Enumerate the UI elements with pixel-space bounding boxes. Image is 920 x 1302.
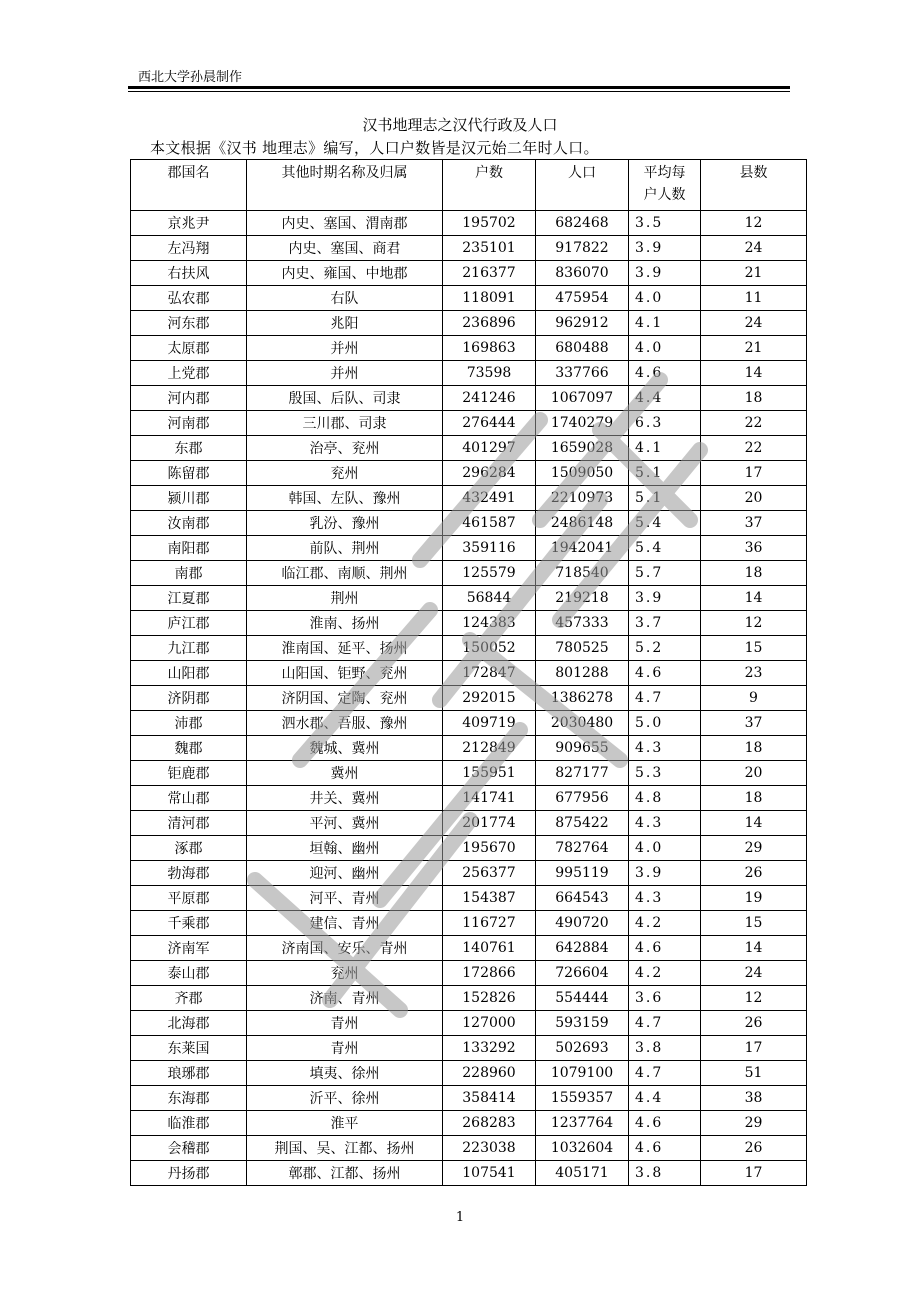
cell-population: 642884 — [536, 936, 629, 961]
cell-population: 502693 — [536, 1036, 629, 1061]
cell-households: 195702 — [443, 211, 536, 236]
cell-avg-per-household: 5.4 — [629, 511, 701, 536]
cell-commandery: 山阳郡 — [131, 661, 247, 686]
cell-households: 223038 — [443, 1136, 536, 1161]
cell-commandery: 清河郡 — [131, 811, 247, 836]
cell-other-names: 井关、冀州 — [247, 786, 443, 811]
cell-other-names: 济南国、安乐、青州 — [247, 936, 443, 961]
cell-avg-per-household: 5.0 — [629, 711, 701, 736]
cell-households: 401297 — [443, 436, 536, 461]
table-row — [131, 561, 807, 586]
cell-population: 682468 — [536, 211, 629, 236]
cell-population: 1237764 — [536, 1111, 629, 1136]
cell-other-names: 荆国、吴、江都、扬州 — [247, 1136, 443, 1161]
cell-population: 2210973 — [536, 486, 629, 511]
cell-households: 172847 — [443, 661, 536, 686]
cell-households: 124383 — [443, 611, 536, 636]
cell-other-names: 青州 — [247, 1011, 443, 1036]
cell-county-count: 15 — [701, 636, 807, 661]
cell-county-count: 14 — [701, 811, 807, 836]
cell-commandery: 北海郡 — [131, 1011, 247, 1036]
cell-population: 677956 — [536, 786, 629, 811]
cell-county-count: 37 — [701, 711, 807, 736]
table-row — [131, 686, 807, 711]
cell-county-count: 26 — [701, 1136, 807, 1161]
header-avg-per-household — [629, 160, 701, 211]
cell-households: 140761 — [443, 936, 536, 961]
table-row — [131, 836, 807, 861]
table-row — [131, 211, 807, 236]
cell-population: 554444 — [536, 986, 629, 1011]
table-row — [131, 1036, 807, 1061]
table-row — [131, 1011, 807, 1036]
cell-county-count: 26 — [701, 1011, 807, 1036]
cell-households: 133292 — [443, 1036, 536, 1061]
cell-households: 228960 — [443, 1061, 536, 1086]
table-row — [131, 811, 807, 836]
cell-county-count: 24 — [701, 961, 807, 986]
cell-population: 917822 — [536, 236, 629, 261]
cell-population: 2030480 — [536, 711, 629, 736]
cell-commandery: 平原郡 — [131, 886, 247, 911]
cell-population: 490720 — [536, 911, 629, 936]
cell-avg-per-household: 5.1 — [629, 486, 701, 511]
table-row — [131, 1061, 807, 1086]
cell-households: 127000 — [443, 1011, 536, 1036]
cell-population: 1559357 — [536, 1086, 629, 1111]
cell-county-count: 9 — [701, 686, 807, 711]
cell-households: 276444 — [443, 411, 536, 436]
table-row — [131, 986, 807, 1011]
table-row — [131, 886, 807, 911]
table-row — [131, 711, 807, 736]
cell-avg-per-household: 3.6 — [629, 986, 701, 1011]
cell-other-names: 垣翰、幽州 — [247, 836, 443, 861]
cell-avg-per-household: 4.0 — [629, 836, 701, 861]
table-row — [131, 486, 807, 511]
cell-households: 169863 — [443, 336, 536, 361]
cell-commandery: 东莱国 — [131, 1036, 247, 1061]
cell-county-count: 14 — [701, 936, 807, 961]
table-row — [131, 961, 807, 986]
cell-commandery: 九江郡 — [131, 636, 247, 661]
cell-county-count: 18 — [701, 561, 807, 586]
table-row — [131, 611, 807, 636]
cell-avg-per-household: 6.3 — [629, 411, 701, 436]
cell-other-names: 三川郡、司隶 — [247, 411, 443, 436]
cell-county-count: 24 — [701, 236, 807, 261]
cell-avg-per-household: 5.7 — [629, 561, 701, 586]
cell-avg-per-household: 4.2 — [629, 911, 701, 936]
cell-avg-per-household: 4.3 — [629, 886, 701, 911]
cell-avg-per-household: 3.7 — [629, 611, 701, 636]
table-row — [131, 261, 807, 286]
cell-commandery: 常山郡 — [131, 786, 247, 811]
cell-population: 457333 — [536, 611, 629, 636]
cell-households: 268283 — [443, 1111, 536, 1136]
cell-other-names: 山阳国、钜野、兖州 — [247, 661, 443, 686]
cell-commandery: 魏郡 — [131, 736, 247, 761]
cell-population: 836070 — [536, 261, 629, 286]
cell-avg-per-household: 3.9 — [629, 236, 701, 261]
cell-commandery: 右扶风 — [131, 261, 247, 286]
cell-county-count: 14 — [701, 361, 807, 386]
cell-avg-per-household: 3.9 — [629, 586, 701, 611]
cell-avg-per-household: 5.4 — [629, 536, 701, 561]
cell-other-names: 并州 — [247, 361, 443, 386]
cell-county-count: 11 — [701, 286, 807, 311]
table-row — [131, 436, 807, 461]
cell-avg-per-household: 4.1 — [629, 311, 701, 336]
cell-households: 292015 — [443, 686, 536, 711]
header-commandery: 郡国名 — [131, 160, 247, 211]
cell-avg-per-household: 4.3 — [629, 736, 701, 761]
cell-households: 359116 — [443, 536, 536, 561]
cell-other-names: 兖州 — [247, 461, 443, 486]
cell-avg-per-household: 4.6 — [629, 361, 701, 386]
table-row — [131, 736, 807, 761]
table-row — [131, 661, 807, 686]
table-row — [131, 286, 807, 311]
cell-households: 296284 — [443, 461, 536, 486]
cell-avg-per-household: 4.0 — [629, 286, 701, 311]
cell-households: 241246 — [443, 386, 536, 411]
cell-population: 664543 — [536, 886, 629, 911]
cell-other-names: 平河、冀州 — [247, 811, 443, 836]
cell-avg-per-household: 3.5 — [629, 211, 701, 236]
cell-population: 1067097 — [536, 386, 629, 411]
cell-households: 409719 — [443, 711, 536, 736]
cell-other-names: 韩国、左队、豫州 — [247, 486, 443, 511]
cell-commandery: 丹扬郡 — [131, 1161, 247, 1186]
table-row — [131, 411, 807, 436]
cell-avg-per-household: 4.7 — [629, 686, 701, 711]
cell-county-count: 24 — [701, 311, 807, 336]
cell-commandery: 上党郡 — [131, 361, 247, 386]
table-row — [131, 761, 807, 786]
cell-other-names: 临江郡、南顺、荆州 — [247, 561, 443, 586]
cell-population: 337766 — [536, 361, 629, 386]
cell-other-names: 乳汾、豫州 — [247, 511, 443, 536]
cell-other-names: 泗水郡、吾服、豫州 — [247, 711, 443, 736]
cell-other-names: 治亭、兖州 — [247, 436, 443, 461]
cell-households: 118091 — [443, 286, 536, 311]
cell-avg-per-household: 5.1 — [629, 461, 701, 486]
cell-avg-per-household: 4.6 — [629, 1136, 701, 1161]
cell-households: 125579 — [443, 561, 536, 586]
cell-other-names: 内史、塞国、渭南郡 — [247, 211, 443, 236]
cell-commandery: 河东郡 — [131, 311, 247, 336]
cell-avg-per-household: 4.7 — [629, 1061, 701, 1086]
cell-households: 152826 — [443, 986, 536, 1011]
cell-county-count: 36 — [701, 536, 807, 561]
cell-population: 1386278 — [536, 686, 629, 711]
cell-households: 236896 — [443, 311, 536, 336]
cell-households: 154387 — [443, 886, 536, 911]
cell-commandery: 泰山郡 — [131, 961, 247, 986]
cell-other-names: 沂平、徐州 — [247, 1086, 443, 1111]
cell-households: 150052 — [443, 636, 536, 661]
cell-county-count: 23 — [701, 661, 807, 686]
cell-county-count: 12 — [701, 611, 807, 636]
cell-county-count: 26 — [701, 861, 807, 886]
cell-commandery: 河内郡 — [131, 386, 247, 411]
cell-county-count: 21 — [701, 261, 807, 286]
cell-avg-per-household: 3.9 — [629, 261, 701, 286]
cell-population: 827177 — [536, 761, 629, 786]
table-header-row — [131, 160, 807, 211]
cell-county-count: 18 — [701, 386, 807, 411]
table-body — [131, 211, 807, 1186]
cell-population: 1659028 — [536, 436, 629, 461]
cell-avg-per-household: 4.4 — [629, 1086, 701, 1111]
table-row — [131, 236, 807, 261]
cell-population: 1509050 — [536, 461, 629, 486]
header-rule-thick — [128, 86, 790, 89]
cell-other-names: 并州 — [247, 336, 443, 361]
cell-commandery: 弘农郡 — [131, 286, 247, 311]
cell-population: 475954 — [536, 286, 629, 311]
table-row — [131, 636, 807, 661]
cell-population: 1942041 — [536, 536, 629, 561]
cell-county-count: 12 — [701, 211, 807, 236]
cell-households: 235101 — [443, 236, 536, 261]
table-row — [131, 936, 807, 961]
cell-commandery: 太原郡 — [131, 336, 247, 361]
cell-households: 432491 — [443, 486, 536, 511]
cell-households: 358414 — [443, 1086, 536, 1111]
cell-avg-per-household: 4.8 — [629, 786, 701, 811]
header-households: 户数 — [443, 160, 536, 211]
cell-avg-per-household: 4.4 — [629, 386, 701, 411]
cell-avg-per-household: 4.6 — [629, 1111, 701, 1136]
cell-county-count: 19 — [701, 886, 807, 911]
cell-population: 2486148 — [536, 511, 629, 536]
cell-commandery: 千乘郡 — [131, 911, 247, 936]
header-ratio-line1: 平均每 — [643, 165, 686, 181]
table-row — [131, 311, 807, 336]
cell-commandery: 左冯翔 — [131, 236, 247, 261]
cell-households: 141741 — [443, 786, 536, 811]
table-row — [131, 786, 807, 811]
table-row — [131, 1086, 807, 1111]
header-population: 人口 — [536, 160, 629, 211]
cell-commandery: 会稽郡 — [131, 1136, 247, 1161]
cell-population: 219218 — [536, 586, 629, 611]
cell-county-count: 17 — [701, 1036, 807, 1061]
cell-commandery: 陈留郡 — [131, 461, 247, 486]
cell-other-names: 填夷、徐州 — [247, 1061, 443, 1086]
cell-population: 909655 — [536, 736, 629, 761]
cell-commandery: 济阴郡 — [131, 686, 247, 711]
cell-population: 782764 — [536, 836, 629, 861]
table-row — [131, 386, 807, 411]
cell-other-names: 前队、荆州 — [247, 536, 443, 561]
cell-county-count: 37 — [701, 511, 807, 536]
cell-other-names: 淮南国、延平、扬州 — [247, 636, 443, 661]
cell-other-names: 淮平 — [247, 1111, 443, 1136]
cell-other-names: 殷国、后队、司隶 — [247, 386, 443, 411]
cell-other-names: 淮南、扬州 — [247, 611, 443, 636]
cell-other-names: 河平、青州 — [247, 886, 443, 911]
table-row — [131, 586, 807, 611]
cell-households: 201774 — [443, 811, 536, 836]
cell-avg-per-household: 4.1 — [629, 436, 701, 461]
cell-population: 1032604 — [536, 1136, 629, 1161]
table-row — [131, 1161, 807, 1186]
cell-commandery: 钜鹿郡 — [131, 761, 247, 786]
cell-households: 116727 — [443, 911, 536, 936]
cell-population: 593159 — [536, 1011, 629, 1036]
table-row — [131, 1136, 807, 1161]
cell-other-names: 迎河、幽州 — [247, 861, 443, 886]
cell-population: 962912 — [536, 311, 629, 336]
cell-avg-per-household: 4.6 — [629, 661, 701, 686]
cell-county-count: 38 — [701, 1086, 807, 1111]
cell-county-count: 29 — [701, 1111, 807, 1136]
cell-other-names: 荆州 — [247, 586, 443, 611]
cell-avg-per-household: 4.3 — [629, 811, 701, 836]
cell-commandery: 沛郡 — [131, 711, 247, 736]
table-row — [131, 361, 807, 386]
header-county-count: 县数 — [701, 160, 807, 211]
cell-avg-per-household: 5.2 — [629, 636, 701, 661]
cell-population: 718540 — [536, 561, 629, 586]
population-table — [130, 159, 807, 1186]
cell-other-names: 内史、塞国、商君 — [247, 236, 443, 261]
cell-population: 726604 — [536, 961, 629, 986]
cell-other-names: 兖州 — [247, 961, 443, 986]
cell-households: 256377 — [443, 861, 536, 886]
table-row — [131, 511, 807, 536]
document-intro: 本文根据《汉书 地理志》编写，人口户数皆是汉元始二年时人口。 — [150, 139, 599, 157]
cell-avg-per-household: 4.7 — [629, 1011, 701, 1036]
cell-commandery: 勃海郡 — [131, 861, 247, 886]
cell-households: 461587 — [443, 511, 536, 536]
cell-other-names: 鄣郡、江都、扬州 — [247, 1161, 443, 1186]
cell-population: 875422 — [536, 811, 629, 836]
cell-commandery: 琅琊郡 — [131, 1061, 247, 1086]
cell-county-count: 20 — [701, 761, 807, 786]
cell-other-names: 魏城、冀州 — [247, 736, 443, 761]
cell-county-count: 17 — [701, 461, 807, 486]
cell-other-names: 内史、雍国、中地郡 — [247, 261, 443, 286]
cell-households: 195670 — [443, 836, 536, 861]
header-other-names: 其他时期名称及归属 — [247, 160, 443, 211]
cell-county-count: 20 — [701, 486, 807, 511]
cell-population: 801288 — [536, 661, 629, 686]
document-title: 汉书地理志之汉代行政及人口 — [362, 116, 558, 134]
cell-households: 212849 — [443, 736, 536, 761]
cell-commandery: 南郡 — [131, 561, 247, 586]
table-row — [131, 911, 807, 936]
cell-avg-per-household: 4.0 — [629, 336, 701, 361]
cell-county-count: 22 — [701, 436, 807, 461]
table-row — [131, 1111, 807, 1136]
cell-county-count: 21 — [701, 336, 807, 361]
cell-commandery: 汝南郡 — [131, 511, 247, 536]
cell-county-count: 51 — [701, 1061, 807, 1086]
cell-commandery: 京兆尹 — [131, 211, 247, 236]
cell-commandery: 南阳郡 — [131, 536, 247, 561]
cell-households: 73598 — [443, 361, 536, 386]
cell-households: 56844 — [443, 586, 536, 611]
cell-commandery: 江夏郡 — [131, 586, 247, 611]
cell-households: 216377 — [443, 261, 536, 286]
cell-county-count: 14 — [701, 586, 807, 611]
cell-commandery: 东海郡 — [131, 1086, 247, 1111]
cell-county-count: 18 — [701, 786, 807, 811]
cell-commandery: 涿郡 — [131, 836, 247, 861]
cell-population: 995119 — [536, 861, 629, 886]
cell-county-count: 15 — [701, 911, 807, 936]
cell-households: 107541 — [443, 1161, 536, 1186]
table-row — [131, 461, 807, 486]
header-ratio-line2: 户人数 — [643, 187, 686, 203]
cell-avg-per-household: 5.3 — [629, 761, 701, 786]
cell-other-names: 济阴国、定陶、兖州 — [247, 686, 443, 711]
table-row — [131, 861, 807, 886]
cell-county-count: 18 — [701, 736, 807, 761]
header-author: 西北大学孙晨制作 — [138, 70, 243, 85]
cell-population: 680488 — [536, 336, 629, 361]
cell-commandery: 颍川郡 — [131, 486, 247, 511]
table-row — [131, 536, 807, 561]
cell-commandery: 临淮郡 — [131, 1111, 247, 1136]
cell-commandery: 东郡 — [131, 436, 247, 461]
cell-other-names: 兆阳 — [247, 311, 443, 336]
cell-population: 1079100 — [536, 1061, 629, 1086]
header-rule-thin — [128, 91, 790, 92]
cell-avg-per-household: 4.2 — [629, 961, 701, 986]
cell-avg-per-household: 3.9 — [629, 861, 701, 886]
cell-other-names: 青州 — [247, 1036, 443, 1061]
cell-commandery: 济南军 — [131, 936, 247, 961]
cell-other-names: 建信、青州 — [247, 911, 443, 936]
table-row — [131, 336, 807, 361]
cell-households: 172866 — [443, 961, 536, 986]
cell-commandery: 齐郡 — [131, 986, 247, 1011]
cell-other-names: 冀州 — [247, 761, 443, 786]
page-number: 1 — [455, 1210, 465, 1225]
cell-population: 405171 — [536, 1161, 629, 1186]
cell-avg-per-household: 3.8 — [629, 1036, 701, 1061]
cell-commandery: 庐江郡 — [131, 611, 247, 636]
cell-county-count: 17 — [701, 1161, 807, 1186]
cell-households: 155951 — [443, 761, 536, 786]
cell-commandery: 河南郡 — [131, 411, 247, 436]
cell-population: 780525 — [536, 636, 629, 661]
cell-population: 1740279 — [536, 411, 629, 436]
cell-other-names: 右队 — [247, 286, 443, 311]
cell-county-count: 12 — [701, 986, 807, 1011]
cell-other-names: 济南、青州 — [247, 986, 443, 1011]
cell-county-count: 29 — [701, 836, 807, 861]
cell-avg-per-household: 4.6 — [629, 936, 701, 961]
cell-avg-per-household: 3.8 — [629, 1161, 701, 1186]
cell-county-count: 22 — [701, 411, 807, 436]
